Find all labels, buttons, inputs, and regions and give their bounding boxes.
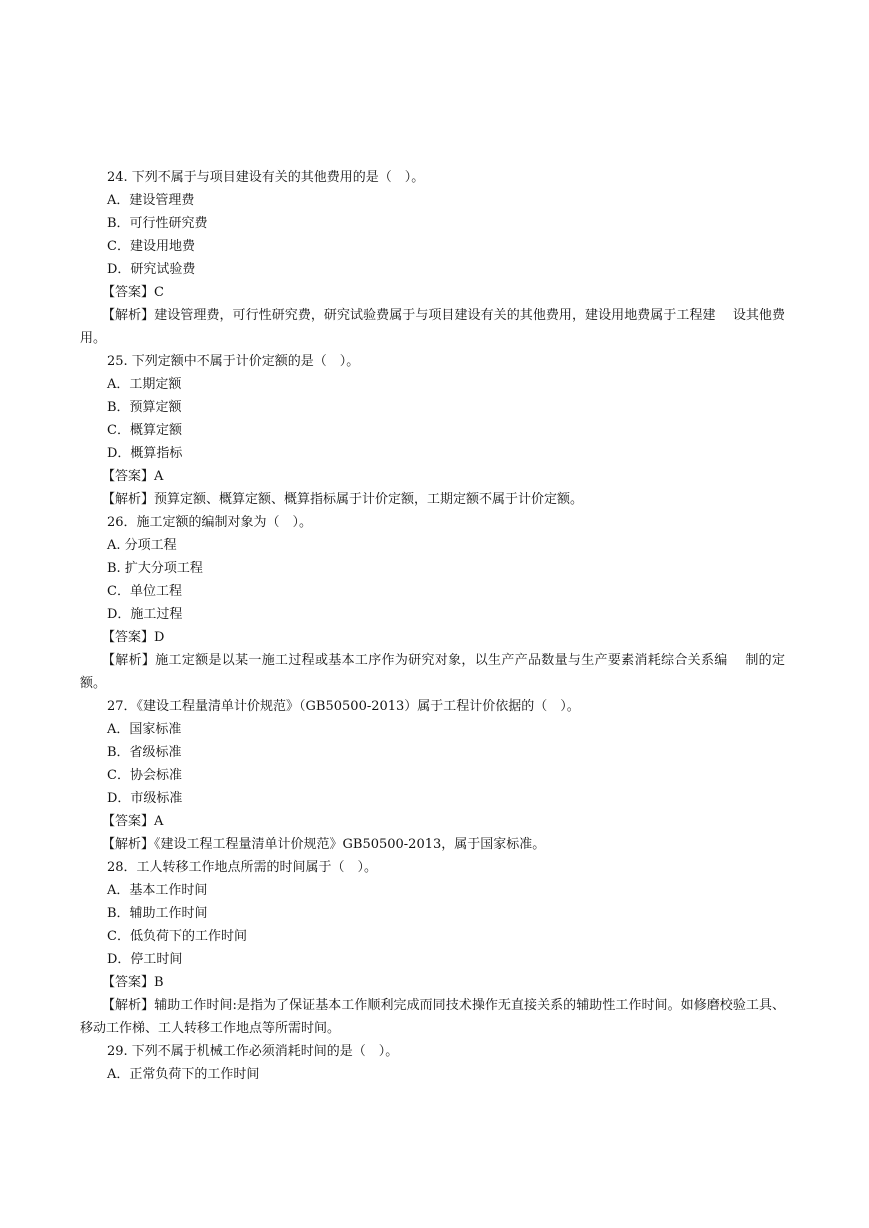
- answer: 【答案】D: [102, 630, 165, 645]
- option: D．研究试验费: [107, 262, 196, 277]
- answer: 【答案】A: [102, 814, 164, 829]
- option: D．施工过程: [107, 607, 183, 622]
- option: C．概算定额: [107, 423, 182, 438]
- option: A. 分项工程: [107, 538, 177, 553]
- question-stem: 27．《建设工程量清单计价规范》（GB50500-2013）属于工程计价依据的（ ）。: [107, 699, 580, 714]
- question-stem: 29. 下列不属于机械工作必须消耗时间的是（ ）。: [107, 1044, 399, 1059]
- option: C．低负荷下的工作时间: [107, 929, 247, 944]
- option: A．国家标准: [107, 722, 182, 737]
- option: C．单位工程: [107, 584, 182, 599]
- option: D．概算指标: [107, 446, 183, 461]
- option: A．基本工作时间: [107, 883, 208, 898]
- option: B. 扩大分项工程: [107, 561, 203, 576]
- option: B．可行性研究费: [107, 216, 208, 231]
- explanation: 【解析】预算定额、概算定额、概算指标属于计价定额，工期定额不属于计价定额。: [102, 492, 584, 507]
- explanation: 【解析】辅助工作时间:是指为了保证基本工作顺利完成而同技术操作无直接关系的辅助性工作时间。如修磨校验工具、移动工作梯、工人转移工作地点等所需时间。: [80, 998, 785, 1036]
- answer: 【答案】A: [102, 469, 164, 484]
- option: B．省级标准: [107, 745, 182, 760]
- question-stem: 26．施工定额的编制对象为（ ）。: [107, 515, 313, 530]
- question-stem: 28．工人转移工作地点所需的时间属于（ ）。: [107, 860, 378, 875]
- option: D．停工时间: [107, 952, 183, 967]
- option: B．辅助工作时间: [107, 906, 208, 921]
- explanation: 【解析】《建设工程工程量清单计价规范》GB50500-2013，属于国家标准。: [102, 837, 546, 852]
- option: A．建设管理费: [107, 193, 195, 208]
- explanation: 【解析】施工定额是以某一施工过程或基本工序作为研究对象，以生产产品数量与生产要素消耗综合关系编 制的定额。: [80, 653, 785, 691]
- option: B．预算定额: [107, 400, 182, 415]
- question-stem: 24. 下列不属于与项目建设有关的其他费用的是（ ）。: [107, 170, 425, 185]
- option: C．协会标准: [107, 768, 182, 783]
- question-stem: 25. 下列定额中不属于计价定额的是（ ）。: [107, 354, 360, 369]
- answer: 【答案】C: [102, 285, 164, 300]
- option: D．市级标准: [107, 791, 183, 806]
- option: C．建设用地费: [107, 239, 195, 254]
- question-list: [80, 166, 785, 1086]
- explanation: 【解析】建设管理费，可行性研究费，研究试验费属于与项目建设有关的其他费用，建设用地费属于工程建 设其他费用。: [80, 308, 785, 346]
- option: A．正常负荷下的工作时间: [107, 1067, 260, 1082]
- option: A．工期定额: [107, 377, 182, 392]
- answer: 【答案】B: [102, 975, 164, 990]
